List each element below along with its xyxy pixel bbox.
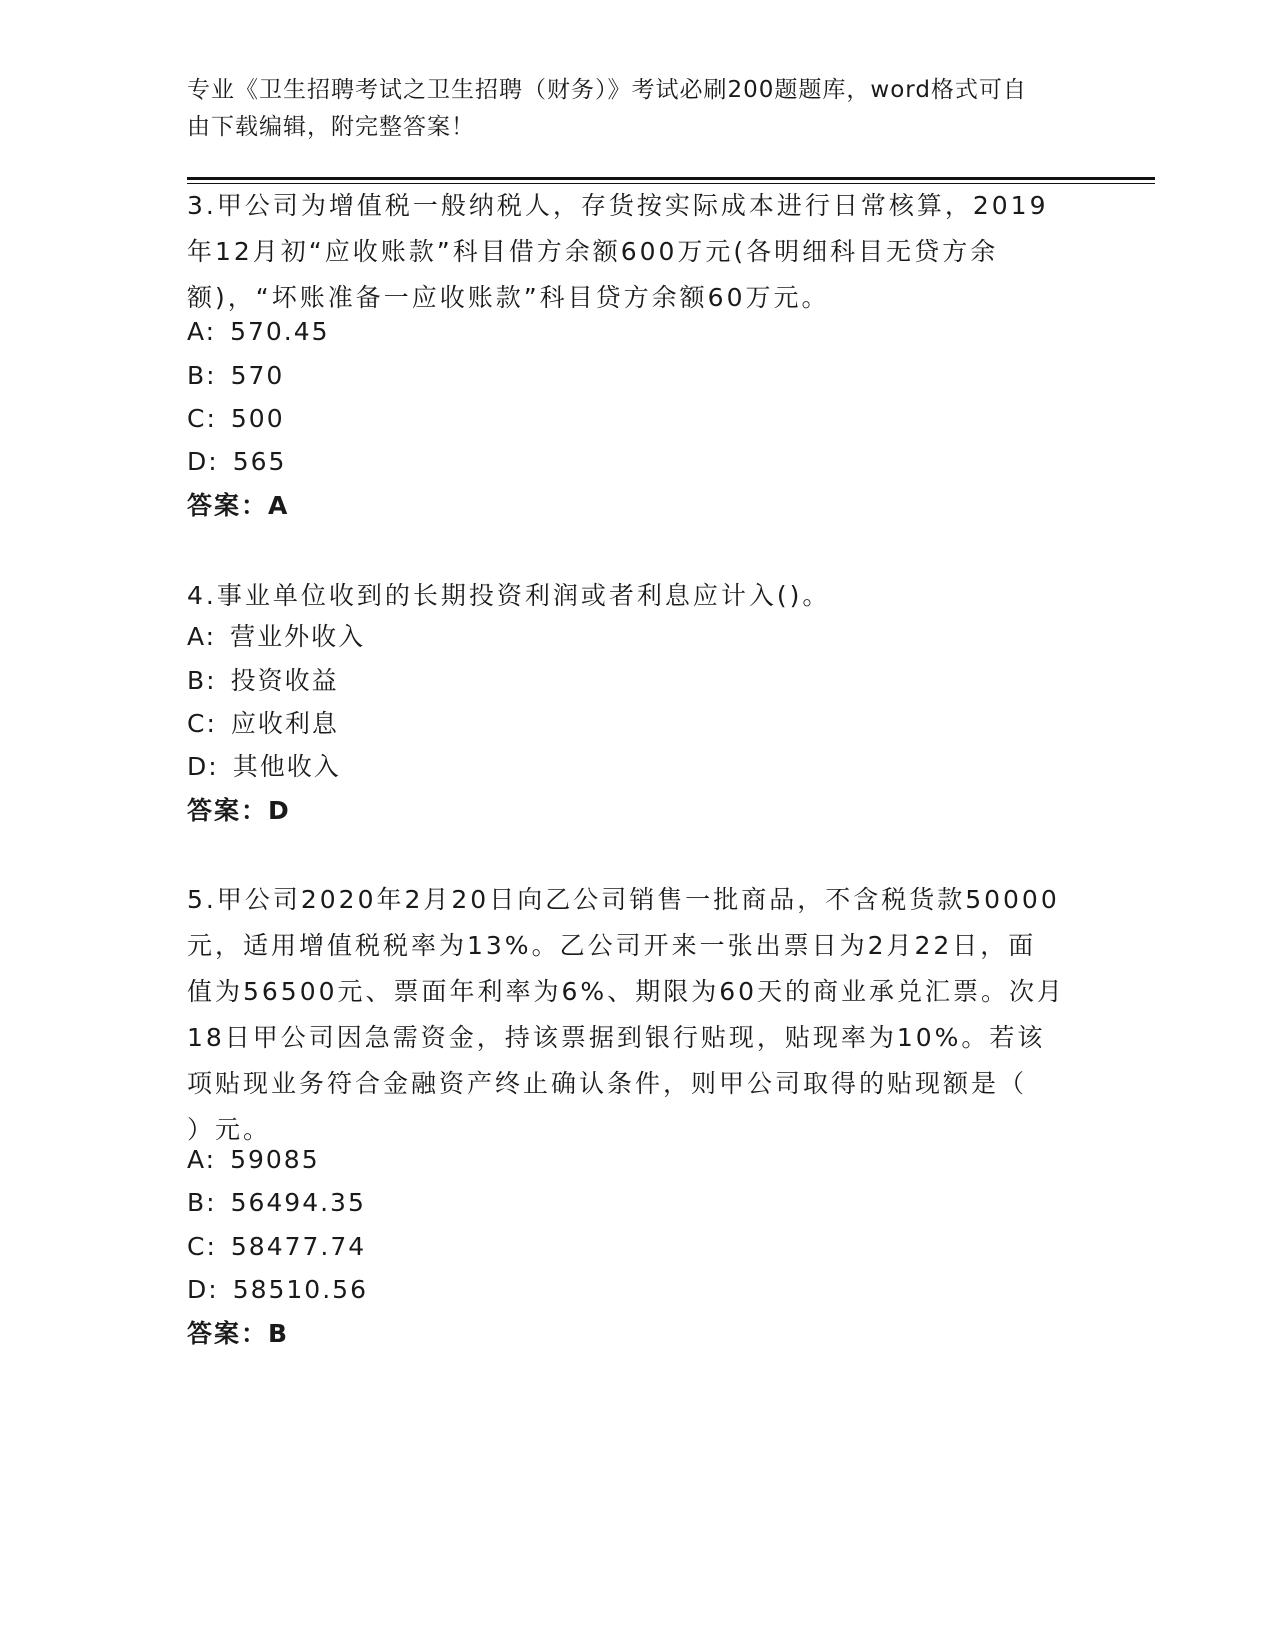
question-line: 5.甲公司2020年2月20日向乙公司销售一批商品，不含税货款50000 xyxy=(187,885,1060,914)
option-letter: B: xyxy=(187,666,217,695)
option-letter: D: xyxy=(187,1275,219,1304)
question-4-option-d xyxy=(187,745,341,789)
question-3-answer: 答案：A xyxy=(187,491,290,520)
question-5-option-a xyxy=(187,1138,320,1182)
option-letter: B: xyxy=(187,1188,217,1217)
question-line: 18日甲公司因急需资金，持该票据到银行贴现，贴现率为10%。若该 xyxy=(187,1023,1046,1052)
option-letter: A: xyxy=(187,622,217,651)
option-value: 投资收益 xyxy=(230,666,339,695)
header-line-2: 由下载编辑，附完整答案！ xyxy=(187,114,475,140)
option-letter: A: xyxy=(187,317,217,346)
option-letter: A: xyxy=(187,1145,217,1174)
question-5-text xyxy=(187,877,1087,1153)
header-line-1: 专业《卫生招聘考试之卫生招聘（财务）》考试必刷200题题库，word格式可自 xyxy=(187,77,1027,103)
question-5-option-b xyxy=(187,1181,366,1225)
option-value: 570 xyxy=(230,361,285,390)
question-4-option-a xyxy=(187,615,365,659)
option-value: 58510.56 xyxy=(232,1275,368,1304)
question-4-answer: 答案：D xyxy=(187,796,291,825)
question-3-text xyxy=(187,183,1087,321)
document-header xyxy=(187,72,1067,146)
option-value: 应收利息 xyxy=(230,709,339,738)
option-letter: C: xyxy=(187,709,217,738)
question-line: 3.甲公司为增值税一般纳税人，存货按实际成本进行日常核算，2019 xyxy=(187,191,1049,220)
question-line: 项贴现业务符合金融资产终止确认条件，则甲公司取得的贴现额是（ xyxy=(187,1069,1028,1098)
question-line: 元，适用增值税税率为13%。乙公司开来一张出票日为2月22日，面 xyxy=(187,931,1037,960)
question-line: 额)，“坏账准备一应收账款”科目贷方余额60万元。 xyxy=(187,283,830,312)
option-letter: D: xyxy=(187,447,219,476)
question-line: ）元。 xyxy=(187,1115,272,1144)
question-3-option-b xyxy=(187,354,284,398)
question-5-answer: 答案：B xyxy=(187,1319,290,1348)
question-3-option-a xyxy=(187,310,330,354)
option-value: 500 xyxy=(230,404,285,433)
option-value: 58477.74 xyxy=(230,1232,367,1261)
question-line: 4.事业单位收到的长期投资利润或者利息应计入()。 xyxy=(187,581,831,610)
option-value: 其他收入 xyxy=(232,752,341,781)
option-value: 565 xyxy=(232,447,287,476)
option-value: 570.45 xyxy=(230,317,330,346)
question-line: 年12月初“应收账款”科目借方余额600万元(各明细科目无贷方余 xyxy=(187,237,999,266)
option-value: 59085 xyxy=(230,1145,320,1174)
option-letter: D: xyxy=(187,752,219,781)
option-letter: C: xyxy=(187,1232,217,1261)
question-5-option-d xyxy=(187,1268,368,1312)
question-4-option-c xyxy=(187,702,339,746)
option-value: 56494.35 xyxy=(230,1188,366,1217)
option-letter: C: xyxy=(187,404,217,433)
option-letter: B: xyxy=(187,361,217,390)
question-5-option-c xyxy=(187,1225,366,1269)
question-3-option-d xyxy=(187,440,286,484)
header-divider-thick xyxy=(187,177,1155,180)
option-value: 营业外收入 xyxy=(230,622,366,651)
question-4-text xyxy=(187,573,1087,619)
question-3-option-c xyxy=(187,397,285,441)
question-line: 值为56500元、票面年利率为6%、期限为60天的商业承兑汇票。次月 xyxy=(187,977,1066,1006)
question-4-option-b xyxy=(187,659,339,703)
